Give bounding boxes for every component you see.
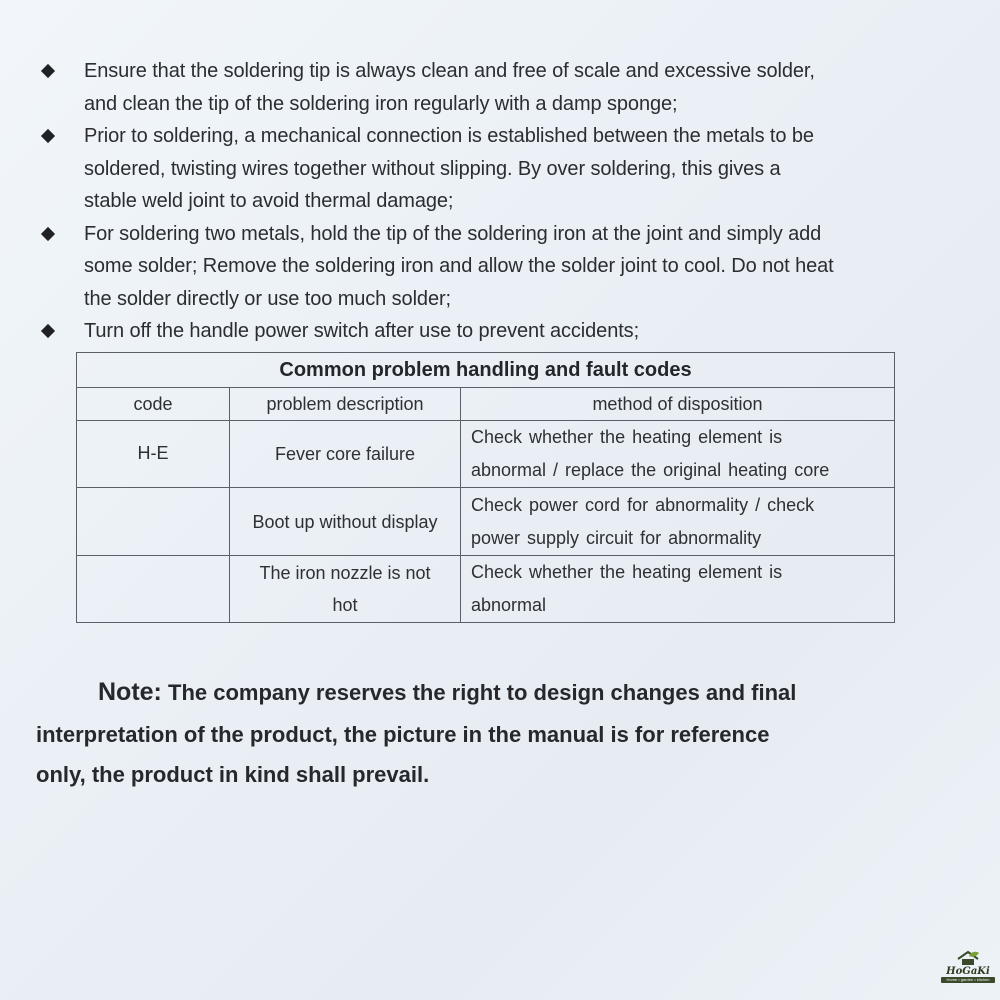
logo-name: HoGaKi (946, 966, 990, 977)
table-title-row (77, 353, 895, 388)
table-title: Common problem handling and fault codes (77, 353, 895, 388)
method-text: abnormal (471, 594, 547, 615)
diamond-bullet-icon (41, 324, 55, 338)
disposition-method (461, 421, 895, 488)
watermark-logo (940, 950, 996, 990)
column-header-code: code (77, 388, 230, 421)
bullet-text: soldered, twisting wires together without slipping. By over soldering, this gives a (84, 157, 781, 180)
disposition-method (461, 488, 895, 555)
table-row (77, 421, 895, 488)
note-first-line (36, 672, 956, 713)
table-header-row (77, 388, 895, 421)
list-item (40, 218, 940, 316)
list-item (40, 55, 940, 120)
bullet-text: Turn off the handle power switch after use to prevent accidents; (84, 320, 640, 342)
column-header-method: method of disposition (461, 388, 895, 421)
note-text: interpretation of the product, the picture in the manual is for reference (36, 722, 770, 747)
note-text: only, the product in kind shall prevail. (36, 762, 430, 787)
house-leaf-icon (955, 950, 981, 966)
method-text: Check whether the heating element is (471, 427, 783, 448)
note-paragraph (36, 672, 956, 795)
instruction-list (40, 55, 940, 348)
fault-code (77, 555, 230, 622)
problem-text: hot (332, 594, 358, 615)
list-item (40, 315, 940, 348)
logo-tagline: Home • garden • kitchen (941, 977, 995, 983)
bullet-text: and clean the tip of the soldering iron regularly with a damp sponge; (84, 92, 678, 115)
fault-code-table (76, 352, 895, 623)
bullet-text: Prior to soldering, a mechanical connection is established between the metals to be (84, 125, 814, 147)
bullet-text: stable weld joint to avoid thermal damage; (84, 190, 454, 212)
method-text: Check power cord for abnormality / check (471, 494, 815, 515)
problem-description: Boot up without display (230, 488, 461, 555)
table-row (77, 488, 895, 555)
problem-description: Fever core failure (230, 421, 461, 488)
diamond-bullet-icon (41, 226, 55, 240)
note-text: The company reserves the right to design changes and final (161, 680, 797, 705)
method-text: abnormal / replace the original heating core (471, 460, 830, 481)
method-text: Check whether the heating element is (471, 561, 783, 582)
note-label: Note: (98, 678, 162, 706)
method-text: power supply circuit for abnormality (471, 527, 762, 548)
diamond-bullet-icon (41, 64, 55, 78)
column-header-problem: problem description (230, 388, 461, 421)
bullet-text: For soldering two metals, hold the tip of the soldering iron at the joint and simply add (84, 222, 822, 245)
fault-code: H-E (77, 421, 230, 488)
bullet-text: Ensure that the soldering tip is always clean and free of scale and excessive solder, (84, 60, 815, 82)
list-item (40, 120, 940, 218)
problem-description (230, 555, 461, 622)
disposition-method (461, 555, 895, 622)
bullet-text: the solder directly or use too much solder; (84, 287, 451, 310)
table-row (77, 555, 895, 622)
diamond-bullet-icon (41, 129, 55, 143)
fault-code (77, 488, 230, 555)
bullet-text: some solder; Remove the soldering iron and allow the solder joint to cool. Do not heat (84, 255, 834, 277)
problem-text: The iron nozzle is not (259, 562, 431, 583)
